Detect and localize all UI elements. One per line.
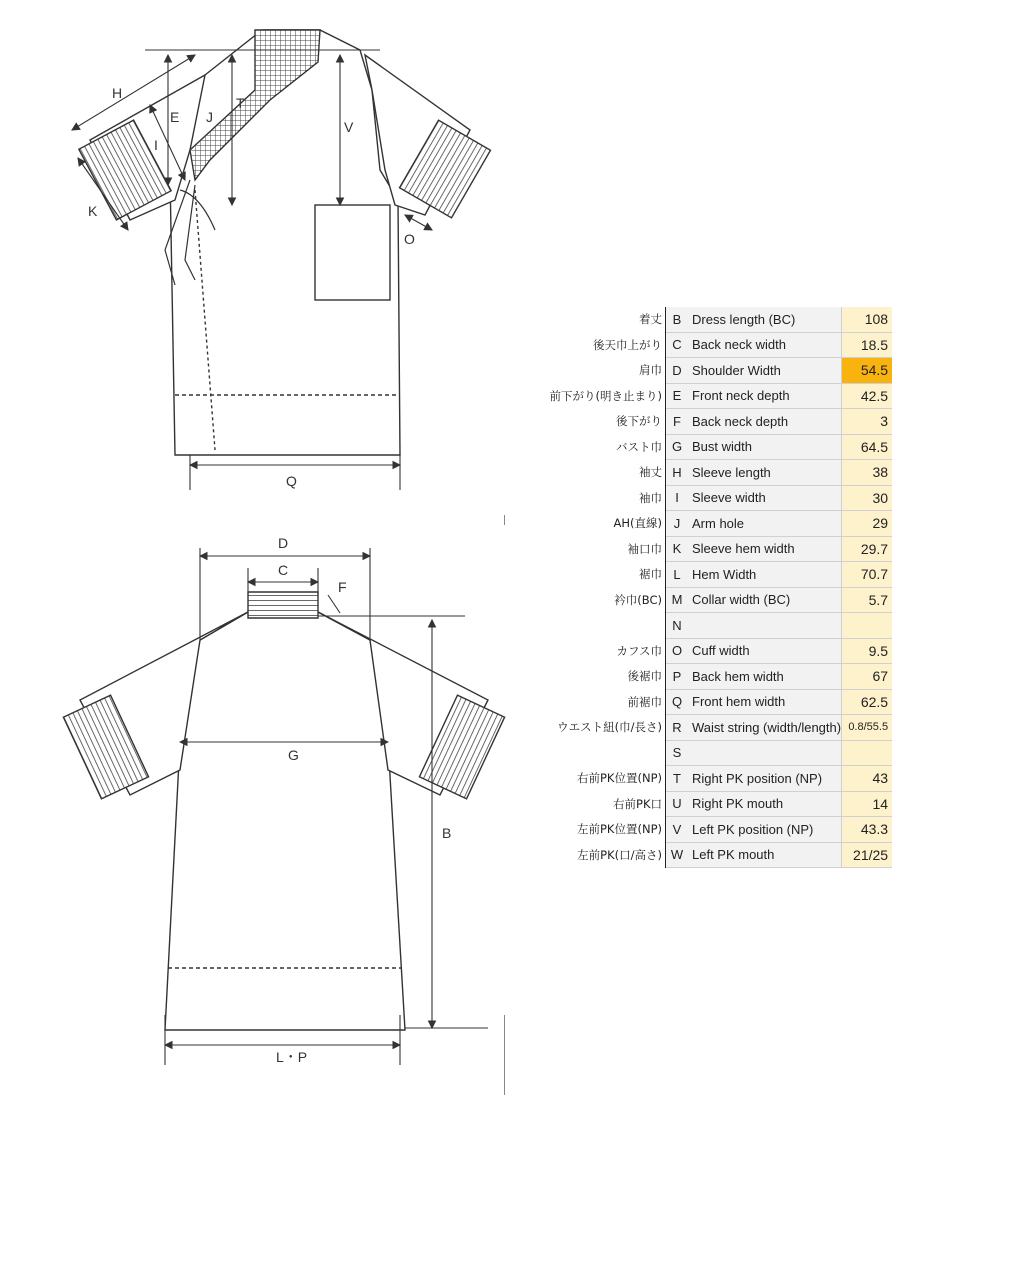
spec-value: 43.3: [842, 817, 893, 843]
spec-english-label: Left PK position (NP): [688, 817, 842, 843]
spec-japanese-label: バスト巾: [540, 434, 666, 460]
spec-row: [540, 689, 892, 715]
spec-value: 14: [842, 791, 893, 817]
spec-english-label: Sleeve width: [688, 485, 842, 511]
spec-japanese-label: 着丈: [540, 307, 666, 332]
spec-code: R: [666, 715, 689, 741]
spec-english-label: Back hem width: [688, 664, 842, 690]
spec-row: [540, 511, 892, 537]
spec-value: 108: [842, 307, 893, 332]
spec-code: W: [666, 842, 689, 868]
spec-english-label: Collar width (BC): [688, 587, 842, 613]
spec-english-label: [688, 613, 842, 639]
spec-code: T: [666, 766, 689, 792]
spec-english-label: Left PK mouth: [688, 842, 842, 868]
spec-japanese-label: 裾巾: [540, 562, 666, 588]
spec-value: 21/25: [842, 842, 893, 868]
dim-label-t: T: [236, 95, 245, 111]
spec-value: 3: [842, 409, 893, 435]
spec-code: I: [666, 485, 689, 511]
spec-value: 29: [842, 511, 893, 537]
spec-value: 38: [842, 460, 893, 486]
spec-table-body: [540, 307, 892, 868]
spec-code: V: [666, 817, 689, 843]
spec-row: [540, 817, 892, 843]
spec-row: [540, 358, 892, 384]
spec-english-label: [688, 740, 842, 766]
spec-row: [540, 307, 892, 332]
spec-value: 54.5: [842, 358, 893, 384]
spec-japanese-label: AH(直線): [540, 511, 666, 537]
spec-code: B: [666, 307, 689, 332]
spec-japanese-label: 右前PK口: [540, 791, 666, 817]
spec-japanese-label: 前下がり(明き止まり): [540, 383, 666, 409]
spec-english-label: Waist string (width/length): [688, 715, 842, 741]
spec-japanese-label: 肩巾: [540, 358, 666, 384]
spec-row: [540, 332, 892, 358]
spec-code: N: [666, 613, 689, 639]
spec-japanese-label: 左前PK位置(NP): [540, 817, 666, 843]
spec-japanese-label: [540, 740, 666, 766]
spec-row: [540, 587, 892, 613]
spec-english-label: Dress length (BC): [688, 307, 842, 332]
spec-row: [540, 383, 892, 409]
spec-english-label: Right PK position (NP): [688, 766, 842, 792]
spec-code: M: [666, 587, 689, 613]
spec-english-label: Back neck depth: [688, 409, 842, 435]
spec-row: [540, 613, 892, 639]
back-collar: [248, 592, 318, 618]
spec-code: L: [666, 562, 689, 588]
dim-label-j: J: [206, 109, 213, 125]
spec-japanese-label: 後裾巾: [540, 664, 666, 690]
spec-value: [842, 740, 893, 766]
dim-label-lp: L・P: [276, 1049, 308, 1065]
spec-code: S: [666, 740, 689, 766]
spec-row: [540, 409, 892, 435]
dim-label-h: H: [112, 85, 123, 101]
dim-label-o: O: [404, 231, 415, 247]
spec-value: 64.5: [842, 434, 893, 460]
spec-row: [540, 562, 892, 588]
spec-table: [540, 307, 892, 868]
spec-row: [540, 664, 892, 690]
spec-value: 70.7: [842, 562, 893, 588]
spec-code: Q: [666, 689, 689, 715]
dim-label-b: B: [442, 825, 452, 841]
spec-row: [540, 536, 892, 562]
dim-label-q: Q: [286, 473, 297, 489]
back-body-outline: [165, 612, 405, 1030]
spec-japanese-label: 左前PK(口/高さ): [540, 842, 666, 868]
spec-japanese-label: 袖丈: [540, 460, 666, 486]
spec-code: O: [666, 638, 689, 664]
dim-label-i: I: [154, 137, 158, 153]
spec-row: [540, 638, 892, 664]
spec-row: [540, 460, 892, 486]
spec-code: G: [666, 434, 689, 460]
spec-code: U: [666, 791, 689, 817]
front-pocket: [315, 205, 390, 300]
spec-value: 42.5: [842, 383, 893, 409]
spec-english-label: Back neck width: [688, 332, 842, 358]
spec-japanese-label: カフス巾: [540, 638, 666, 664]
spec-value: 29.7: [842, 536, 893, 562]
front-view: [79, 30, 491, 455]
spec-english-label: Sleeve hem width: [688, 536, 842, 562]
spec-value: 18.5: [842, 332, 893, 358]
spec-english-label: Arm hole: [688, 511, 842, 537]
spec-code: H: [666, 460, 689, 486]
spec-code: K: [666, 536, 689, 562]
spec-value: 5.7: [842, 587, 893, 613]
spec-value: [842, 613, 893, 639]
dim-label-e: E: [170, 109, 180, 125]
spec-code: E: [666, 383, 689, 409]
spec-value: 9.5: [842, 638, 893, 664]
spec-japanese-label: 後天巾上がり: [540, 332, 666, 358]
spec-value: 43: [842, 766, 893, 792]
spec-japanese-label: 右前PK位置(NP): [540, 766, 666, 792]
spec-english-label: Front neck depth: [688, 383, 842, 409]
spec-code: J: [666, 511, 689, 537]
spec-code: D: [666, 358, 689, 384]
divider-line-lower: [504, 1015, 505, 1095]
dim-label-f: F: [338, 579, 347, 595]
spec-english-label: Shoulder Width: [688, 358, 842, 384]
spec-row: [540, 434, 892, 460]
spec-row: [540, 791, 892, 817]
dim-label-v: V: [344, 119, 354, 135]
spec-english-label: Bust width: [688, 434, 842, 460]
dim-label-d: D: [278, 535, 289, 551]
dim-label-c: C: [278, 562, 289, 578]
spec-row: [540, 766, 892, 792]
spec-row: [540, 715, 892, 741]
spec-value: 67: [842, 664, 893, 690]
spec-japanese-label: 袖巾: [540, 485, 666, 511]
spec-code: P: [666, 664, 689, 690]
spec-row: [540, 740, 892, 766]
spec-english-label: Sleeve length: [688, 460, 842, 486]
dim-label-g: G: [288, 747, 299, 763]
spec-english-label: Right PK mouth: [688, 791, 842, 817]
spec-english-label: Hem Width: [688, 562, 842, 588]
spec-row: [540, 485, 892, 511]
back-view: [63, 592, 504, 1030]
spec-code: C: [666, 332, 689, 358]
spec-japanese-label: 袖口巾: [540, 536, 666, 562]
divider-line: [504, 515, 505, 525]
spec-japanese-label: 衿巾(BC): [540, 587, 666, 613]
dim-label-k: K: [88, 203, 98, 219]
spec-japanese-label: [540, 613, 666, 639]
spec-value: 30: [842, 485, 893, 511]
spec-code: F: [666, 409, 689, 435]
spec-row: [540, 842, 892, 868]
spec-japanese-label: 前裾巾: [540, 689, 666, 715]
spec-value: 62.5: [842, 689, 893, 715]
spec-english-label: Front hem width: [688, 689, 842, 715]
spec-english-label: Cuff width: [688, 638, 842, 664]
spec-value: 0.8/55.5: [842, 715, 893, 741]
spec-japanese-label: ウエスト紐(巾/長さ): [540, 715, 666, 741]
spec-japanese-label: 後下がり: [540, 409, 666, 435]
